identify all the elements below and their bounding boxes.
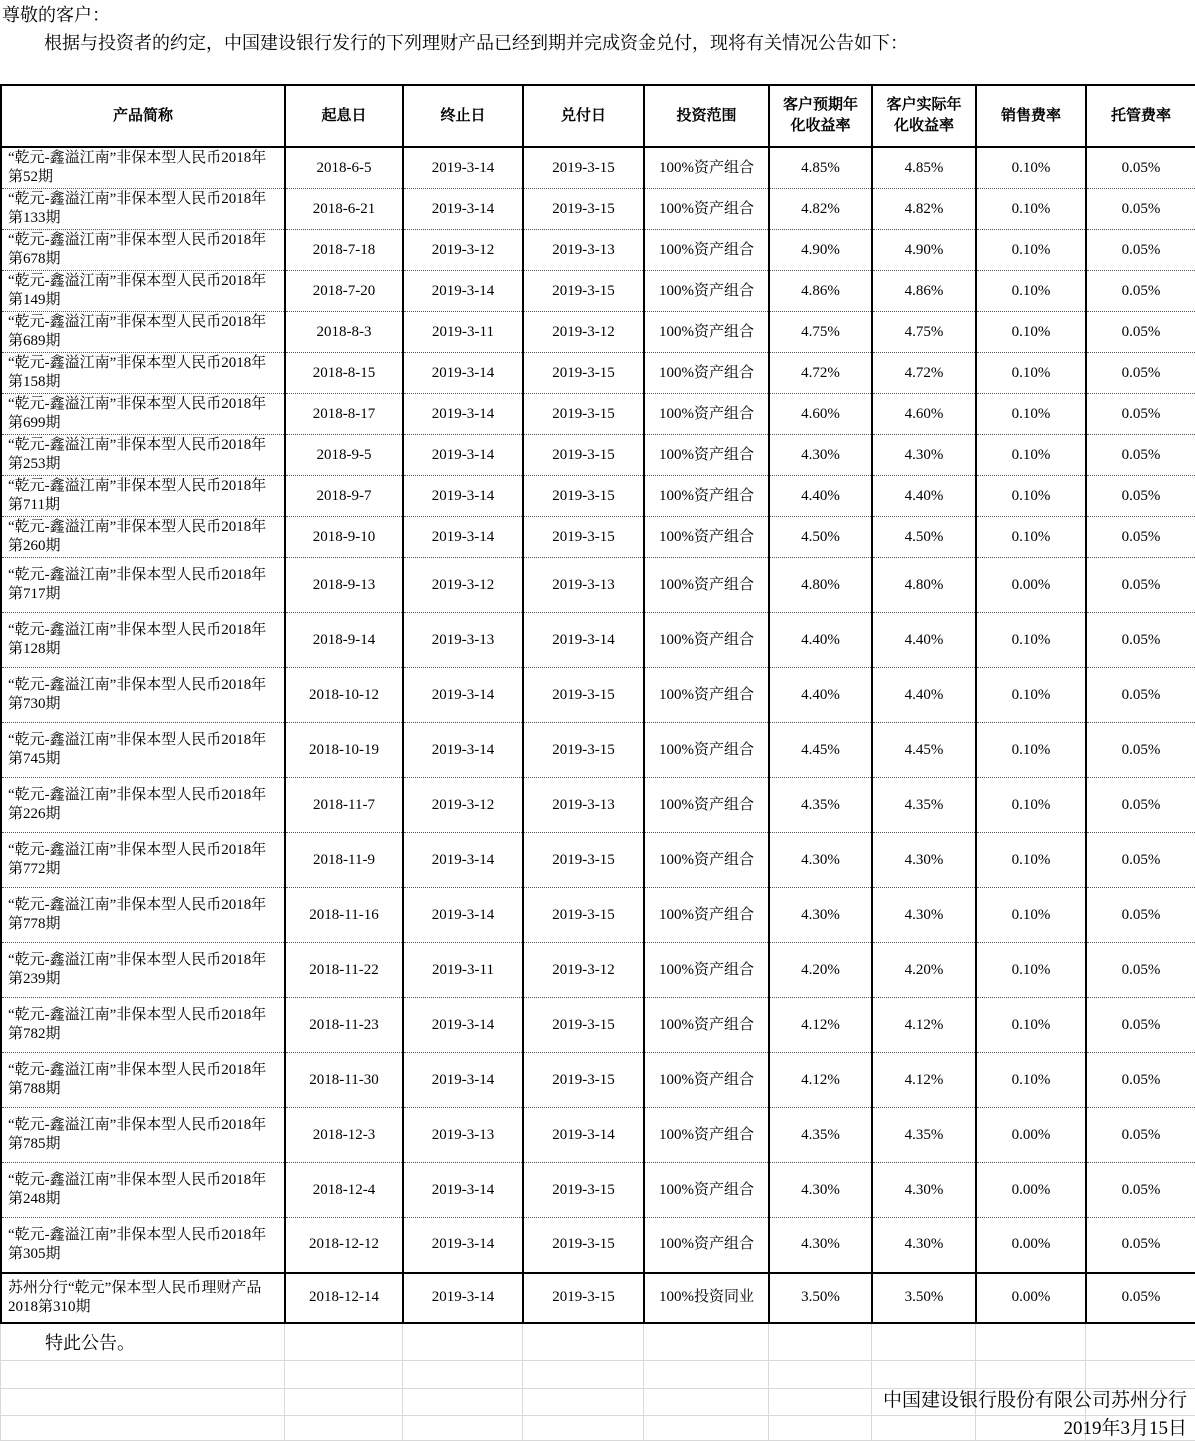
table-cell: 100%资产组合 <box>644 1108 769 1163</box>
grid-cell <box>1 1416 285 1441</box>
table-cell: 0.05% <box>1086 189 1195 230</box>
table-row <box>1 476 1195 517</box>
table-cell: 0.10% <box>976 613 1086 668</box>
table-cell: 100%资产组合 <box>644 668 769 723</box>
column-header-end-date: 终止日 <box>403 85 523 147</box>
table-cell: 0.05% <box>1086 353 1195 394</box>
table-cell: 2019-3-15 <box>523 1053 644 1108</box>
table-row <box>1 394 1195 435</box>
table-cell: 2018-9-7 <box>285 476 403 517</box>
table-cell: 2018-8-15 <box>285 353 403 394</box>
table-cell: 2018-9-13 <box>285 558 403 613</box>
product-name-cell: “乾元-鑫溢江南”非保本型人民币2018年第260期 <box>1 517 285 558</box>
table-cell: 0.05% <box>1086 943 1195 998</box>
table-cell: 0.05% <box>1086 613 1195 668</box>
table-cell: 2018-12-4 <box>285 1163 403 1218</box>
column-header-investment-scope: 投资范围 <box>644 85 769 147</box>
table-cell: 4.40% <box>872 613 976 668</box>
table-cell: 0.05% <box>1086 833 1195 888</box>
product-name-cell: “乾元-鑫溢江南”非保本型人民币2018年第128期 <box>1 613 285 668</box>
table-cell: 0.00% <box>976 1163 1086 1218</box>
table-cell: 0.05% <box>1086 147 1195 189</box>
product-name-cell: “乾元-鑫溢江南”非保本型人民币2018年第782期 <box>1 998 285 1053</box>
footer-grid-row <box>1 1324 1195 1361</box>
table-cell: 0.10% <box>976 998 1086 1053</box>
table-cell: 100%资产组合 <box>644 394 769 435</box>
table-cell: 2019-3-15 <box>523 723 644 778</box>
table-cell: 0.05% <box>1086 476 1195 517</box>
grid-cell <box>1 1361 285 1389</box>
table-cell: 4.86% <box>769 271 872 312</box>
table-cell: 2018-6-21 <box>285 189 403 230</box>
grid-cell <box>769 1416 872 1441</box>
table-row <box>1 189 1195 230</box>
table-cell: 4.86% <box>872 271 976 312</box>
table-cell: 2019-3-13 <box>523 778 644 833</box>
table-cell: 2019-3-14 <box>403 1218 523 1273</box>
table-cell: 2019-3-15 <box>523 1218 644 1273</box>
table-cell: 4.40% <box>769 613 872 668</box>
table-cell: 2019-3-14 <box>403 271 523 312</box>
table-cell: 4.20% <box>872 943 976 998</box>
table-cell: 0.05% <box>1086 778 1195 833</box>
product-name-cell: “乾元-鑫溢江南”非保本型人民币2018年第158期 <box>1 353 285 394</box>
table-cell: 4.60% <box>769 394 872 435</box>
table-cell: 2019-3-12 <box>403 558 523 613</box>
product-name-cell: “乾元-鑫溢江南”非保本型人民币2018年第699期 <box>1 394 285 435</box>
table-cell: 0.05% <box>1086 668 1195 723</box>
table-cell: 2018-11-30 <box>285 1053 403 1108</box>
table-row <box>1 888 1195 943</box>
table-cell: 4.50% <box>872 517 976 558</box>
table-cell: 100%资产组合 <box>644 353 769 394</box>
table-cell: 2019-3-12 <box>523 312 644 353</box>
table-cell: 2019-3-15 <box>523 1163 644 1218</box>
table-cell: 100%资产组合 <box>644 723 769 778</box>
table-cell: 4.85% <box>769 147 872 189</box>
product-name-cell: 苏州分行“乾元”保本型人民币理财产品2018第310期 <box>1 1273 285 1323</box>
table-cell: 4.40% <box>872 476 976 517</box>
table-cell: 4.50% <box>769 517 872 558</box>
table-cell: 0.10% <box>976 353 1086 394</box>
product-name-cell: “乾元-鑫溢江南”非保本型人民币2018年第253期 <box>1 435 285 476</box>
table-cell: 2018-11-9 <box>285 833 403 888</box>
table-cell: 4.35% <box>769 1108 872 1163</box>
footer-gridlines <box>0 1324 1195 1442</box>
table-cell: 0.05% <box>1086 998 1195 1053</box>
table-row <box>1 998 1195 1053</box>
table-cell: 0.10% <box>976 312 1086 353</box>
table-cell: 2018-12-3 <box>285 1108 403 1163</box>
product-name-cell: “乾元-鑫溢江南”非保本型人民币2018年第226期 <box>1 778 285 833</box>
table-cell: 100%资产组合 <box>644 1163 769 1218</box>
column-header-sales-fee: 销售费率 <box>976 85 1086 147</box>
table-cell: 2018-6-5 <box>285 147 403 189</box>
product-name-cell: “乾元-鑫溢江南”非保本型人民币2018年第717期 <box>1 558 285 613</box>
table-row <box>1 1273 1195 1323</box>
table-cell: 0.05% <box>1086 394 1195 435</box>
table-cell: 0.05% <box>1086 312 1195 353</box>
table-cell: 4.30% <box>872 1163 976 1218</box>
bank-signature: 中国建设银行股份有限公司苏州分行 <box>883 1387 1187 1415</box>
table-cell: 4.90% <box>872 230 976 271</box>
table-cell: 4.30% <box>872 1218 976 1273</box>
table-cell: 4.45% <box>872 723 976 778</box>
grid-cell <box>285 1324 403 1361</box>
table-cell: 2019-3-14 <box>403 668 523 723</box>
table-cell: 2019-3-14 <box>403 998 523 1053</box>
table-cell: 100%资产组合 <box>644 189 769 230</box>
table-cell: 4.40% <box>769 668 872 723</box>
table-cell: 4.30% <box>872 833 976 888</box>
table-cell: 2018-9-5 <box>285 435 403 476</box>
table-cell: 100%资产组合 <box>644 943 769 998</box>
grid-cell <box>523 1416 644 1441</box>
grid-cell <box>872 1324 976 1361</box>
product-name-cell: “乾元-鑫溢江南”非保本型人民币2018年第678期 <box>1 230 285 271</box>
table-cell: 4.30% <box>872 435 976 476</box>
column-header-product-name: 产品简称 <box>1 85 285 147</box>
table-cell: 0.10% <box>976 230 1086 271</box>
table-cell: 2019-3-12 <box>523 943 644 998</box>
table-cell: 0.10% <box>976 1053 1086 1108</box>
table-cell: 100%资产组合 <box>644 435 769 476</box>
grid-cell <box>769 1324 872 1361</box>
table-cell: 2019-3-14 <box>403 1053 523 1108</box>
table-row <box>1 312 1195 353</box>
grid-cell <box>872 1416 976 1441</box>
grid-cell <box>1086 1324 1195 1361</box>
column-header-custody-fee: 托管费率 <box>1086 85 1195 147</box>
table-row <box>1 723 1195 778</box>
table-cell: 4.75% <box>872 312 976 353</box>
table-cell: 0.00% <box>976 1273 1086 1323</box>
table-cell: 4.12% <box>769 998 872 1053</box>
footer-grid-row <box>1 1361 1195 1389</box>
table-cell: 4.82% <box>872 189 976 230</box>
table-cell: 2019-3-15 <box>523 998 644 1053</box>
table-cell: 2019-3-13 <box>403 613 523 668</box>
table-cell: 2019-3-15 <box>523 147 644 189</box>
table-cell: 0.10% <box>976 943 1086 998</box>
table-cell: 2018-8-17 <box>285 394 403 435</box>
table-cell: 100%投资同业 <box>644 1273 769 1323</box>
column-header-expected-yield: 客户预期年化收益率 <box>769 85 872 147</box>
grid-cell <box>644 1416 769 1441</box>
grid-cell <box>285 1361 403 1389</box>
product-name-cell: “乾元-鑫溢江南”非保本型人民币2018年第785期 <box>1 1108 285 1163</box>
table-cell: 2019-3-14 <box>403 476 523 517</box>
table-row <box>1 833 1195 888</box>
table-cell: 0.10% <box>976 394 1086 435</box>
table-cell: 100%资产组合 <box>644 271 769 312</box>
table-cell: 100%资产组合 <box>644 1218 769 1273</box>
table-cell: 0.05% <box>1086 517 1195 558</box>
table-cell: 0.05% <box>1086 558 1195 613</box>
table-cell: 2019-3-14 <box>523 1108 644 1163</box>
table-row <box>1 271 1195 312</box>
product-name-cell: “乾元-鑫溢江南”非保本型人民币2018年第788期 <box>1 1053 285 1108</box>
table-cell: 100%资产组合 <box>644 558 769 613</box>
grid-cell <box>872 1361 976 1389</box>
table-cell: 0.05% <box>1086 888 1195 943</box>
table-cell: 4.82% <box>769 189 872 230</box>
table-cell: 0.05% <box>1086 1163 1195 1218</box>
table-cell: 4.30% <box>769 1218 872 1273</box>
table-cell: 4.72% <box>872 353 976 394</box>
table-cell: 4.60% <box>872 394 976 435</box>
table-cell: 2019-3-15 <box>523 394 644 435</box>
table-cell: 100%资产组合 <box>644 476 769 517</box>
table-row <box>1 558 1195 613</box>
table-cell: 2019-3-14 <box>403 189 523 230</box>
table-cell: 0.10% <box>976 435 1086 476</box>
table-cell: 2018-11-23 <box>285 998 403 1053</box>
table-cell: 4.30% <box>769 435 872 476</box>
table-cell: 0.05% <box>1086 1053 1195 1108</box>
table-cell: 2019-3-14 <box>523 613 644 668</box>
grid-cell <box>644 1324 769 1361</box>
table-cell: 0.10% <box>976 271 1086 312</box>
table-cell: 2019-3-12 <box>403 778 523 833</box>
table-cell: 0.10% <box>976 147 1086 189</box>
table-cell: 0.00% <box>976 1218 1086 1273</box>
table-cell: 4.40% <box>769 476 872 517</box>
product-name-cell: “乾元-鑫溢江南”非保本型人民币2018年第305期 <box>1 1218 285 1273</box>
column-header-start-date: 起息日 <box>285 85 403 147</box>
grid-cell <box>644 1361 769 1389</box>
product-name-cell: “乾元-鑫溢江南”非保本型人民币2018年第689期 <box>1 312 285 353</box>
grid-cell <box>285 1416 403 1441</box>
table-cell: 2019-3-13 <box>523 558 644 613</box>
table-cell: 2019-3-15 <box>523 435 644 476</box>
table-cell: 2019-3-12 <box>403 230 523 271</box>
table-cell: 2019-3-14 <box>403 435 523 476</box>
table-cell: 2019-3-14 <box>403 147 523 189</box>
table-cell: 0.10% <box>976 476 1086 517</box>
table-cell: 2019-3-14 <box>403 888 523 943</box>
table-cell: 100%资产组合 <box>644 888 769 943</box>
product-name-cell: “乾元-鑫溢江南”非保本型人民币2018年第52期 <box>1 147 285 189</box>
product-name-cell: “乾元-鑫溢江南”非保本型人民币2018年第772期 <box>1 833 285 888</box>
table-cell: 2019-3-14 <box>403 1273 523 1323</box>
table-cell: 3.50% <box>872 1273 976 1323</box>
table-row <box>1 613 1195 668</box>
table-cell: 0.10% <box>976 723 1086 778</box>
table-row <box>1 1218 1195 1273</box>
table-cell: 2019-3-13 <box>403 1108 523 1163</box>
table-cell: 2019-3-15 <box>523 189 644 230</box>
table-cell: 2018-7-18 <box>285 230 403 271</box>
table-cell: 0.10% <box>976 833 1086 888</box>
grid-cell <box>403 1324 523 1361</box>
grid-cell <box>1 1389 285 1416</box>
table-cell: 2019-3-15 <box>523 833 644 888</box>
table-cell: 2019-3-11 <box>403 312 523 353</box>
table-row <box>1 517 1195 558</box>
product-name-cell: “乾元-鑫溢江南”非保本型人民币2018年第149期 <box>1 271 285 312</box>
product-name-cell: “乾元-鑫溢江南”非保本型人民币2018年第248期 <box>1 1163 285 1218</box>
table-cell: 100%资产组合 <box>644 1053 769 1108</box>
grid-cell <box>1086 1361 1195 1389</box>
product-name-cell: “乾元-鑫溢江南”非保本型人民币2018年第745期 <box>1 723 285 778</box>
table-cell: 2019-3-15 <box>523 888 644 943</box>
table-cell: 4.40% <box>872 668 976 723</box>
table-cell: 2019-3-14 <box>403 394 523 435</box>
table-cell: 4.30% <box>769 1163 872 1218</box>
salutation-text: 尊敬的客户： <box>0 0 1195 27</box>
product-name-cell: “乾元-鑫溢江南”非保本型人民币2018年第239期 <box>1 943 285 998</box>
table-cell: 2018-10-12 <box>285 668 403 723</box>
announcement-date: 2019年3月15日 <box>1063 1415 1187 1442</box>
table-cell: 4.12% <box>872 1053 976 1108</box>
table-header-row <box>1 85 1195 147</box>
table-cell: 0.05% <box>1086 1108 1195 1163</box>
grid-cell <box>769 1361 872 1389</box>
table-cell: 0.05% <box>1086 271 1195 312</box>
table-cell: 4.80% <box>872 558 976 613</box>
table-cell: 100%资产组合 <box>644 147 769 189</box>
table-row <box>1 147 1195 189</box>
table-cell: 0.05% <box>1086 435 1195 476</box>
table-cell: 2019-3-15 <box>523 476 644 517</box>
table-cell: 4.90% <box>769 230 872 271</box>
table-row <box>1 943 1195 998</box>
table-cell: 2018-7-20 <box>285 271 403 312</box>
table-cell: 0.05% <box>1086 1218 1195 1273</box>
table-cell: 2019-3-14 <box>403 1163 523 1218</box>
table-cell: 100%资产组合 <box>644 517 769 558</box>
table-cell: 0.10% <box>976 517 1086 558</box>
table-cell: 100%资产组合 <box>644 778 769 833</box>
table-cell: 4.72% <box>769 353 872 394</box>
table-row <box>1 435 1195 476</box>
closing-text: 特此公告。 <box>1 1324 285 1361</box>
grid-cell <box>644 1389 769 1416</box>
table-cell: 2018-12-14 <box>285 1273 403 1323</box>
table-cell: 0.10% <box>976 668 1086 723</box>
table-cell: 2019-3-15 <box>523 271 644 312</box>
table-cell: 0.05% <box>1086 1273 1195 1323</box>
grid-cell <box>403 1389 523 1416</box>
intro-paragraph: 根据与投资者的约定，中国建设银行发行的下列理财产品已经到期并完成资金兑付，现将有关情况公告如下： <box>0 31 1195 55</box>
table-cell: 2019-3-15 <box>523 1273 644 1323</box>
table-cell: 4.30% <box>872 888 976 943</box>
product-name-cell: “乾元-鑫溢江南”非保本型人民币2018年第711期 <box>1 476 285 517</box>
grid-cell <box>285 1389 403 1416</box>
column-header-actual-yield: 客户实际年化收益率 <box>872 85 976 147</box>
table-cell: 4.20% <box>769 943 872 998</box>
table-cell: 2019-3-15 <box>523 517 644 558</box>
table-cell: 2019-3-14 <box>403 517 523 558</box>
table-cell: 100%资产组合 <box>644 613 769 668</box>
table-cell: 0.00% <box>976 558 1086 613</box>
table-cell: 2018-9-14 <box>285 613 403 668</box>
table-row <box>1 230 1195 271</box>
table-cell: 4.35% <box>769 778 872 833</box>
table-row <box>1 1053 1195 1108</box>
table-cell: 4.12% <box>872 998 976 1053</box>
table-cell: 4.12% <box>769 1053 872 1108</box>
table-cell: 2019-3-15 <box>523 668 644 723</box>
table-row <box>1 1108 1195 1163</box>
table-cell: 4.30% <box>769 833 872 888</box>
table-cell: 2019-3-13 <box>523 230 644 271</box>
table-cell: 0.10% <box>976 189 1086 230</box>
product-name-cell: “乾元-鑫溢江南”非保本型人民币2018年第730期 <box>1 668 285 723</box>
grid-cell <box>403 1361 523 1389</box>
table-cell: 100%资产组合 <box>644 312 769 353</box>
table-cell: 2019-3-11 <box>403 943 523 998</box>
product-name-cell: “乾元-鑫溢江南”非保本型人民币2018年第133期 <box>1 189 285 230</box>
table-row <box>1 668 1195 723</box>
table-cell: 4.35% <box>872 1108 976 1163</box>
grid-cell <box>523 1361 644 1389</box>
table-row <box>1 353 1195 394</box>
table-cell: 2018-11-22 <box>285 943 403 998</box>
grid-cell <box>976 1324 1086 1361</box>
table-cell: 4.45% <box>769 723 872 778</box>
table-cell: 2018-9-10 <box>285 517 403 558</box>
grid-cell <box>403 1416 523 1441</box>
table-cell: 2019-3-14 <box>403 833 523 888</box>
table-cell: 2018-11-7 <box>285 778 403 833</box>
table-cell: 4.85% <box>872 147 976 189</box>
table-cell: 2018-12-12 <box>285 1218 403 1273</box>
table-cell: 100%资产组合 <box>644 230 769 271</box>
table-cell: 0.05% <box>1086 723 1195 778</box>
footer-area <box>0 1324 1195 1442</box>
table-cell: 4.75% <box>769 312 872 353</box>
products-table <box>0 84 1195 1324</box>
table-cell: 0.05% <box>1086 230 1195 271</box>
table-cell: 2018-8-3 <box>285 312 403 353</box>
table-cell: 4.35% <box>872 778 976 833</box>
grid-cell <box>523 1324 644 1361</box>
table-cell: 100%资产组合 <box>644 998 769 1053</box>
table-cell: 2019-3-14 <box>403 353 523 394</box>
table-cell: 0.10% <box>976 888 1086 943</box>
grid-cell <box>523 1389 644 1416</box>
table-row <box>1 778 1195 833</box>
table-cell: 2019-3-15 <box>523 353 644 394</box>
table-cell: 0.10% <box>976 778 1086 833</box>
grid-cell <box>976 1361 1086 1389</box>
table-cell: 3.50% <box>769 1273 872 1323</box>
table-cell: 100%资产组合 <box>644 833 769 888</box>
table-cell: 2019-3-14 <box>403 723 523 778</box>
table-cell: 2018-10-19 <box>285 723 403 778</box>
column-header-payment-date: 兑付日 <box>523 85 644 147</box>
table-cell: 4.80% <box>769 558 872 613</box>
table-cell: 4.30% <box>769 888 872 943</box>
table-row <box>1 1163 1195 1218</box>
footer-grid-row <box>1 1416 1195 1441</box>
table-cell: 2018-11-16 <box>285 888 403 943</box>
grid-cell <box>769 1389 872 1416</box>
product-name-cell: “乾元-鑫溢江南”非保本型人民币2018年第778期 <box>1 888 285 943</box>
table-cell: 0.00% <box>976 1108 1086 1163</box>
